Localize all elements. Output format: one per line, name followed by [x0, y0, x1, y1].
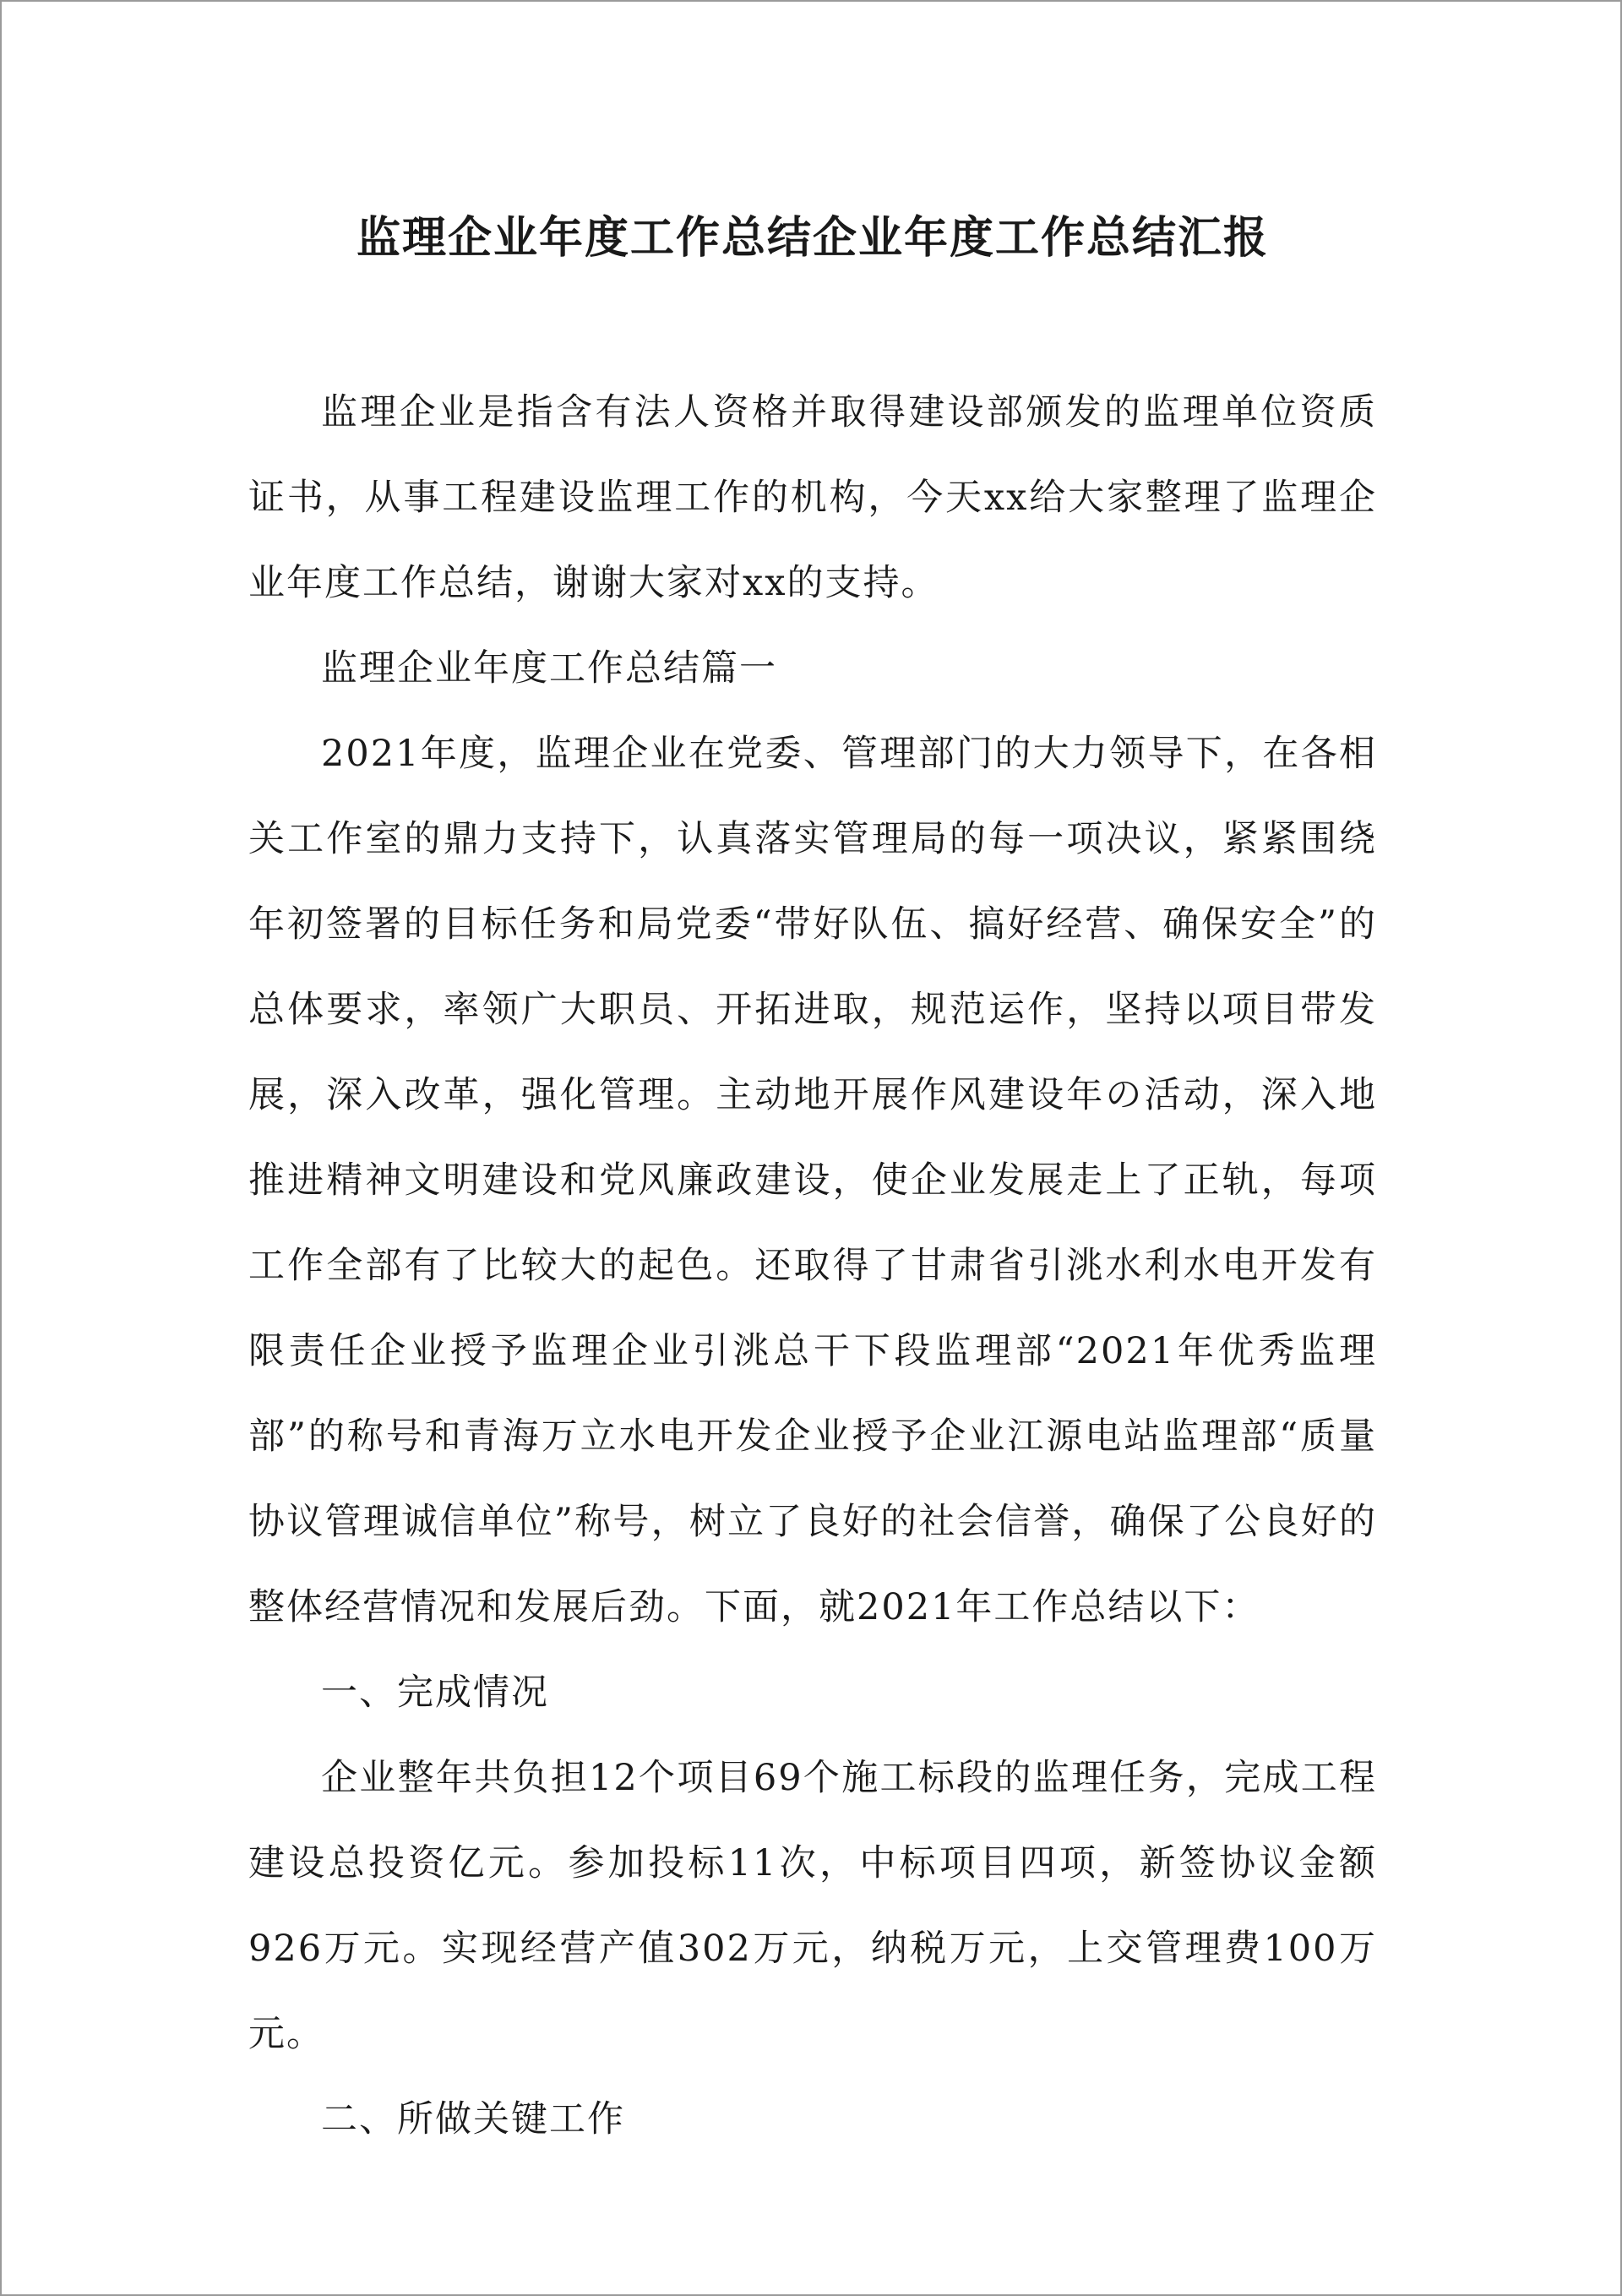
- annual-summary-paragraph: 2021年度，监理企业在党委、管理部门的大力领导下，在各相关工作室的鼎力支持下，认真落实管理局的每一项决议，紧紧围绕年初签署的目标任务和局党委“带好队伍、搞好经营、确保安全”的总体要求，率领广大职员、开拓进取，规范运作，坚持以项目带发展，深入改革，强化管理。主动地开展作风建设年の活动，深入地推进精神文明建设和党风廉政建设，使企业发展走上了正轨，每项工作全部有了比较大的起色。还取得了甘肃省引洮水利水电开发有限责任企业授予监理企业引洮总干下段监理部“2021年优秀监理部”的称号和青海万立水电开发企业授予企业江源电站监理部“质量协议管理诚信单位”称号，树立了良好的社会信誉，确保了公良好的整体经营情况和发展后劲。下面，就2021年工作总结以下：: [248, 733, 1377, 1628]
- document-body: [248, 370, 1377, 2162]
- section-heading-part-one: 监理企业年度工作总结篇一: [321, 647, 777, 690]
- section-heading-completion: 一、完成情况: [321, 1672, 549, 1714]
- intro-paragraph: 监理企业是指含有法人资格并取得建设部颁发的监理单位资质证书，从事工程建设监理工作的机构，今天xx给大家整理了监理企业年度工作总结，谢谢大家对xx的支持。: [248, 391, 1377, 604]
- section-heading-key-work: 二、所做关键工作: [321, 2098, 625, 2141]
- completion-paragraph: 企业整年共负担12个项目69个施工标段的监理任务，完成工程建设总投资亿元。参加投标11次，中标项目四项，新签协议金额926万元。实现经营产值302万元，纳税万元，上交管理费100万元。: [248, 1757, 1377, 2055]
- document-title: 监理企业年度工作总结企业年度工作总结汇报: [356, 212, 1269, 264]
